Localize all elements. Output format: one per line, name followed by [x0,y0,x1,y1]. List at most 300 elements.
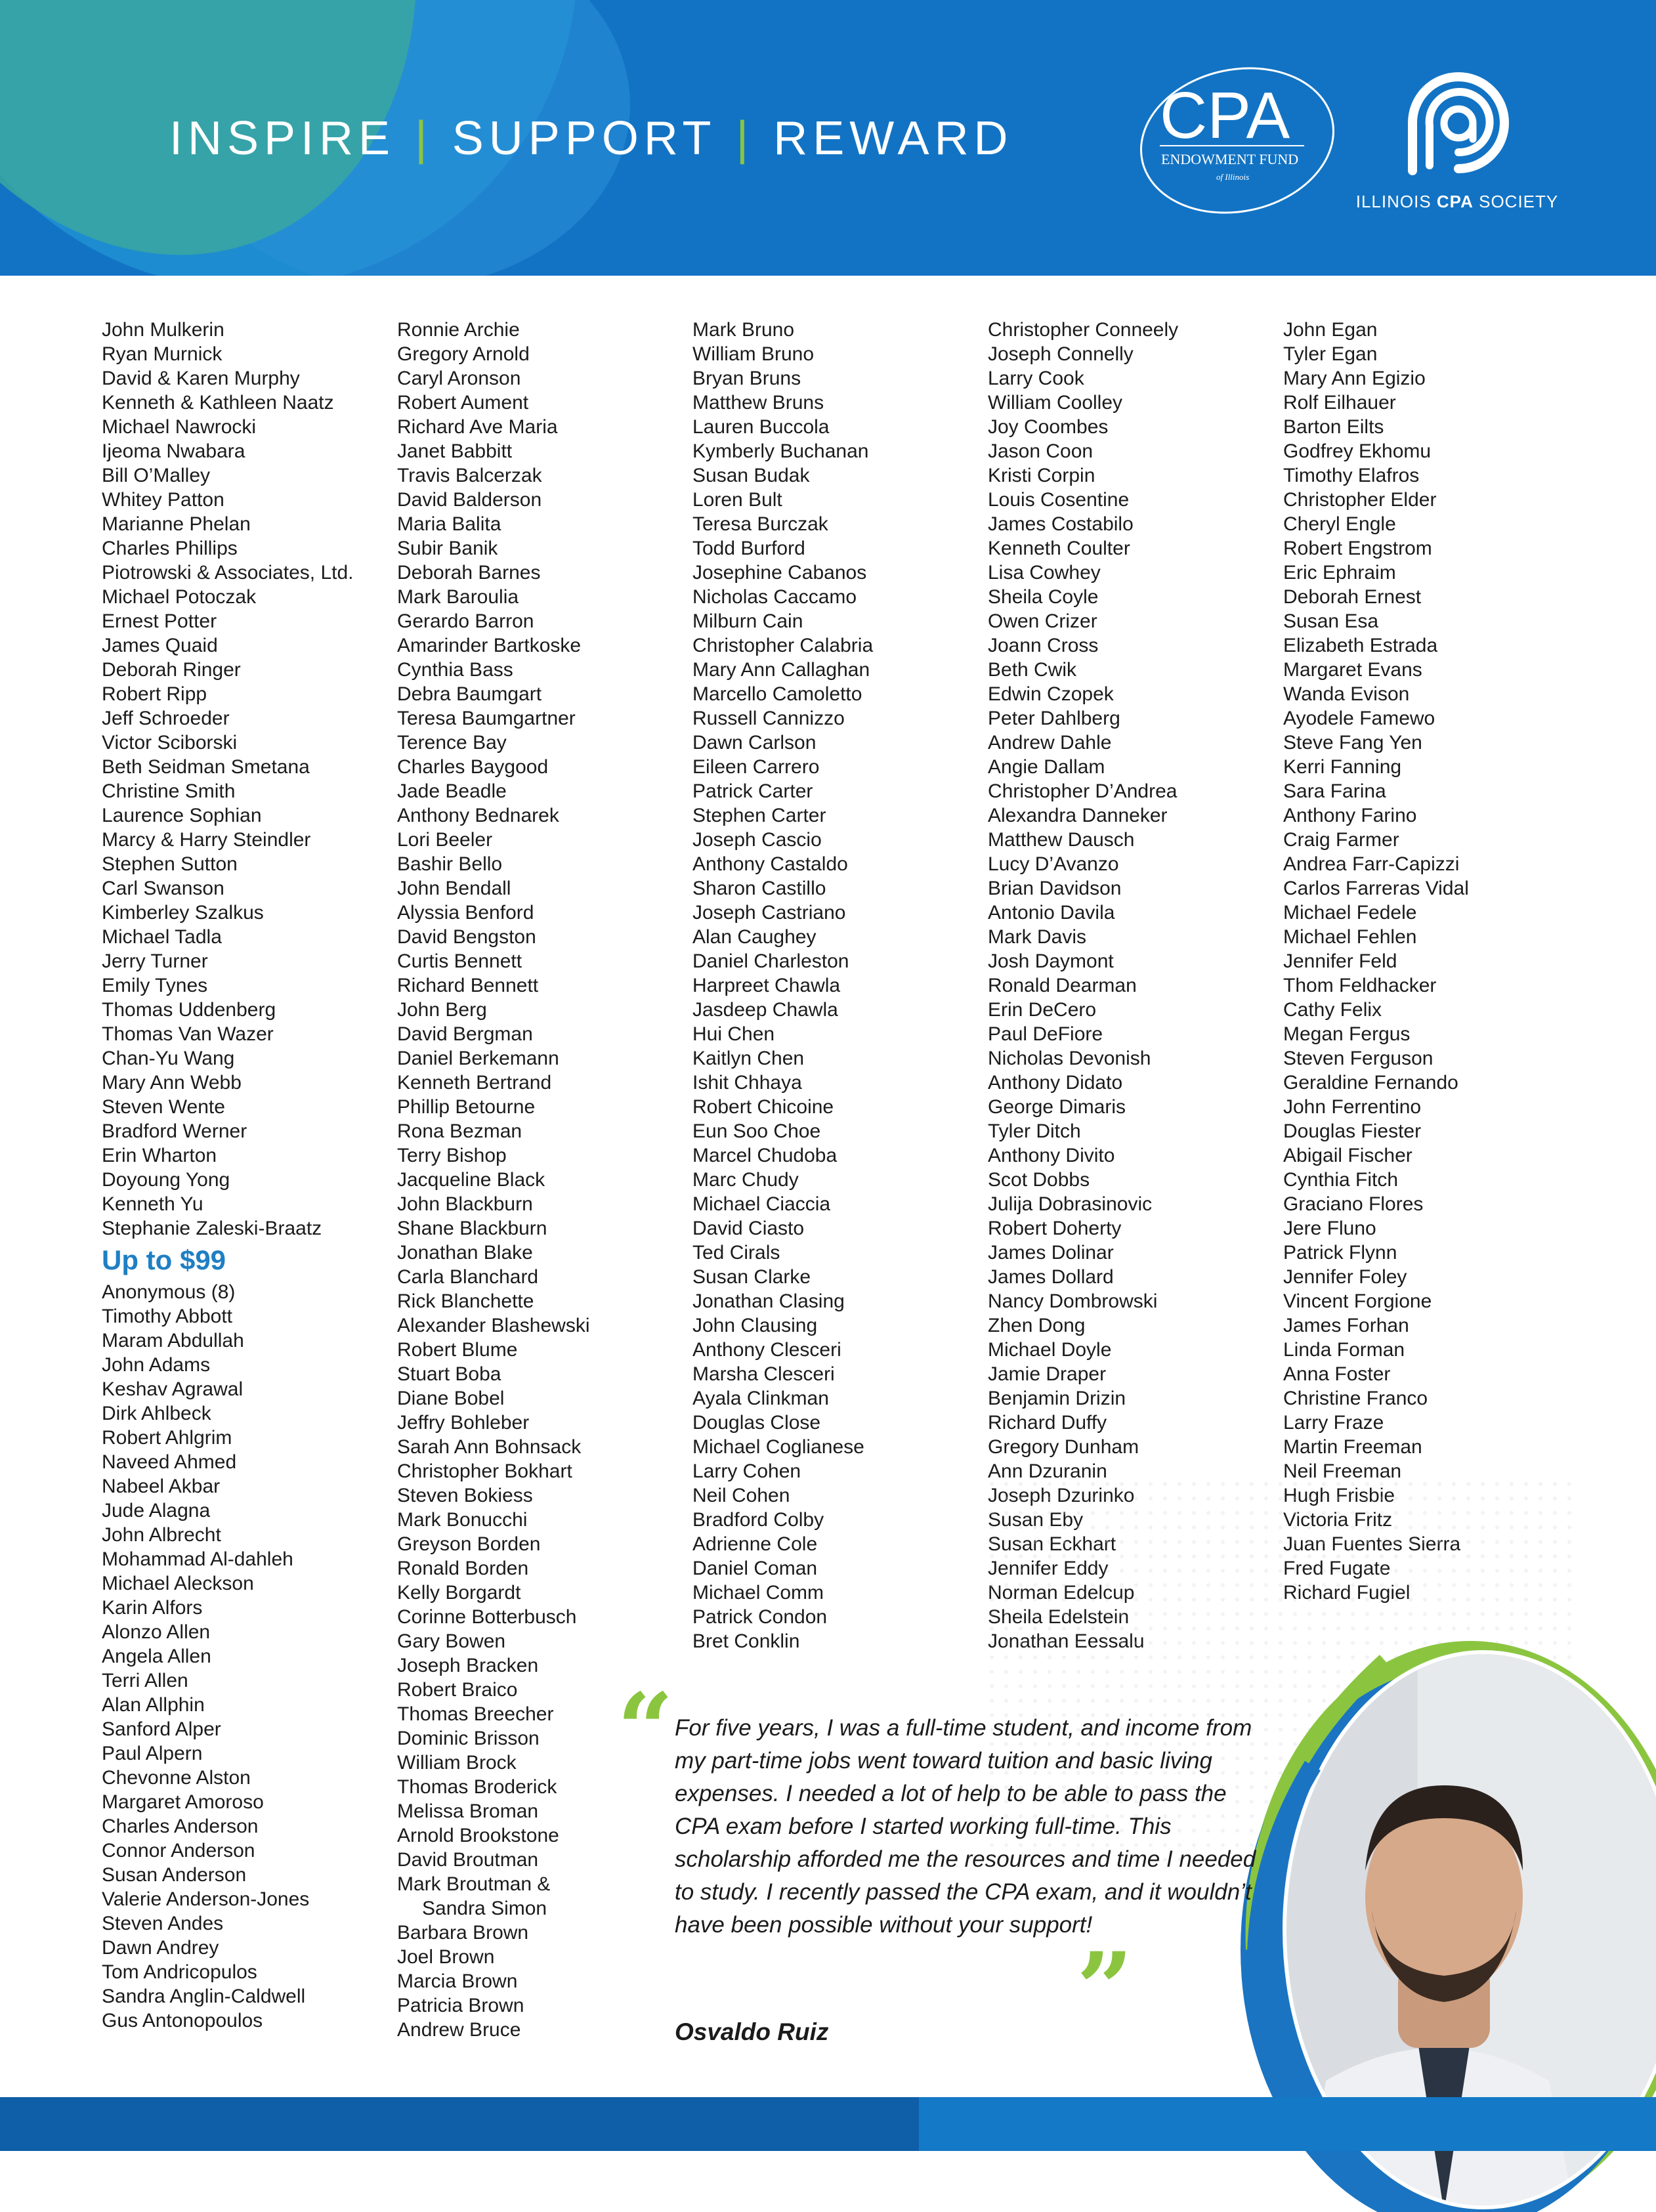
donor-name: Cynthia Bass [397,659,513,681]
donor-name: Thomas Breecher [397,1703,554,1725]
donor-name: Owen Crizer [988,610,1097,632]
donor-name: Mary Ann Callaghan [692,659,870,681]
donor-name: Sandra Simon [422,1898,547,1919]
donor-name: Maram Abdullah [102,1330,244,1351]
donor-name: Caryl Aronson [397,368,521,389]
donor-name: Ijeoma Nwabara [102,440,245,462]
donor-name: Erin DeCero [988,999,1097,1021]
donor-name: Matthew Dausch [988,829,1135,851]
donor-name: Daniel Berkemann [397,1048,559,1069]
donor-name: Hugh Frisbie [1283,1485,1395,1506]
donor-name: Lauren Buccola [692,416,830,438]
donor-name: James Forhan [1283,1315,1409,1336]
donor-name: Bryan Bruns [692,368,801,389]
donor-name: Alyssia Benford [397,902,534,924]
tagline-support: SUPPORT [452,112,717,165]
donor-name: Ernest Potter [102,610,217,632]
donor-name: Josephine Cabanos [692,562,867,584]
donor-name: Jade Beadle [397,780,507,802]
cpa-logo-line1: ENDOWMENT FUND [1161,151,1299,167]
donor-name: Mary Ann Webb [102,1072,242,1094]
donor-name: Joseph Castriano [692,902,846,924]
donor-name: Stephen Carter [692,805,826,826]
donor-name: Chan-Yu Wang [102,1048,235,1069]
donor-name: Janet Babbitt [397,440,513,462]
donor-name: Douglas Close [692,1412,821,1434]
donor-name: Gary Bowen [397,1630,506,1652]
donor-name: Matthew Bruns [692,392,824,414]
donor-name: David Broutman [397,1849,539,1871]
donor-name: Jerry Turner [102,950,208,972]
donor-name: Michael Comm [692,1582,824,1604]
donor-name: Timothy Abbott [102,1306,232,1327]
donor-name: William Coolley [988,392,1123,414]
donor-name: Mary Ann Egizio [1283,368,1426,389]
donor-name: Anthony Didato [988,1072,1123,1094]
tagline [169,112,1013,165]
donor-name: Shane Blackburn [397,1218,547,1239]
donor-name: Kenneth Bertrand [397,1072,552,1094]
donor-name: Cheryl Engle [1283,513,1396,535]
donor-name: Cathy Felix [1283,999,1382,1021]
donor-name: Ronnie Archie [397,319,520,341]
tagline-divider: | [736,112,754,165]
donor-name: Mohammad Al-dahleh [102,1548,293,1570]
donor-name: Richard Fugiel [1283,1582,1411,1604]
donor-name: Victor Sciborski [102,732,238,754]
donor-name: Robert Engstrom [1283,538,1432,559]
donor-name: Keshav Agrawal [102,1378,244,1400]
donor-name: Loren Bult [692,489,782,511]
donor-name: Lucy D’Avanzo [988,853,1119,875]
ics-text-a: ILLINOIS [1355,192,1437,211]
donor-name: Nancy Dombrowski [988,1290,1158,1312]
donor-name: Anonymous (8) [102,1281,236,1303]
donor-name: Sarah Ann Bohnsack [397,1436,582,1458]
donor-name: Steven Bokiess [397,1485,533,1506]
donor-name: Jude Alagna [102,1500,211,1521]
donor-name: Russell Cannizzo [692,708,845,729]
donor-name: Tyler Egan [1283,343,1378,365]
testimonial-quote: For five years, I was a full-time student, and income from my part-time jobs went toward tuition and basic living expenses. I needed a lot of help to be able to pass the CPA exam before I started working full-time. This scholarship afforded me the resources and time I needed to study. I recently passed the CPA exam, and it wouldn’t have been possible without your support! [675,1715,1256,1938]
donor-name: Marcy & Harry Steindler [102,829,311,851]
donor-name: Richard Ave Maria [397,416,558,438]
donor-name: Christopher Elder [1283,489,1437,511]
donor-name: Fred Fugate [1283,1558,1391,1579]
donor-name: James Costabilo [988,513,1134,535]
donor-name: Hui Chen [692,1023,775,1045]
donor-name: Alonzo Allen [102,1621,211,1643]
donor-name: Sheila Coyle [988,586,1099,608]
donor-name: Jeffry Bohleber [397,1412,530,1434]
donor-name: Dawn Carlson [692,732,817,754]
donor-name: Stuart Boba [397,1363,501,1385]
donor-name: Alexandra Danneker [988,805,1168,826]
donor-name: Teresa Baumgartner [397,708,576,729]
donor-name: Anthony Bednarek [397,805,559,826]
donor-name: Marcia Brown [397,1970,518,1992]
tagline-divider: | [415,112,433,165]
donor-name: Charles Phillips [102,538,238,559]
donor-name: Andrew Bruce [397,2019,521,2041]
donor-name: Benjamin Drizin [988,1388,1126,1409]
donor-name: Sheila Edelstein [988,1606,1130,1628]
donor-name: Terence Bay [397,732,507,754]
donor-name: Deborah Ernest [1283,586,1422,608]
donor-name: Marcel Chudoba [692,1145,838,1166]
donor-name: Joseph Connelly [988,343,1134,365]
donor-name: Deborah Ringer [102,659,241,681]
donor-name: Godfrey Ekhomu [1283,440,1432,462]
donor-name: Mark Davis [988,926,1087,948]
donor-name: Bradford Werner [102,1120,247,1142]
donor-name: Amarinder Bartkoske [397,635,582,656]
ics-text-b: CPA [1436,192,1474,211]
donor-name: Edwin Czopek [988,683,1114,705]
tagline-inspire: INSPIRE [169,112,396,165]
donor-name: Christine Franco [1283,1388,1428,1409]
donor-name: Linda Forman [1283,1339,1405,1361]
donor-name: Jacqueline Black [397,1169,545,1191]
donor-name: Andrew Dahle [988,732,1112,754]
donor-name: Susan Budak [692,465,810,486]
donor-name: Robert Doherty [988,1218,1122,1239]
donor-name: Valerie Anderson-Jones [102,1888,310,1910]
donor-name: Kymberly Buchanan [692,440,869,462]
donor-name: Susan Anderson [102,1864,247,1886]
donor-name: John Ferrentino [1283,1096,1422,1118]
donor-name: Gerardo Barron [397,610,534,632]
donor-name: Dirk Ahlbeck [102,1403,211,1424]
donor-column-1 [102,318,391,2033]
donor-name: Arnold Brookstone [397,1825,559,1846]
donor-name: Mark Broutman & [397,1873,551,1895]
donor-name: Michael Ciaccia [692,1193,831,1215]
donor-name: Eun Soo Choe [692,1120,821,1142]
donor-name: Lori Beeler [397,829,493,851]
donor-name: Daniel Coman [692,1558,818,1579]
donor-name: Jamie Draper [988,1363,1107,1385]
donor-name: Corinne Botterbusch [397,1606,577,1628]
donor-name: Megan Fergus [1283,1023,1411,1045]
close-quote-icon: ” [1076,1931,1134,2047]
donor-name: Travis Balcerzak [397,465,542,486]
donor-name: Richard Bennett [397,975,539,996]
donor-name: Teresa Burczak [692,513,828,535]
illinois-cpa-society-logo [1352,60,1562,218]
donor-name: Robert Blume [397,1339,518,1361]
donor-name: Barton Eilts [1283,416,1384,438]
donor-name: James Dollard [988,1266,1114,1288]
donor-name: Patrick Carter [692,780,813,802]
donor-name: Naveed Ahmed [102,1451,237,1473]
donor-name: Tyler Ditch [988,1120,1081,1142]
donor-name: Geraldine Fernando [1283,1072,1458,1094]
cpa-endowment-fund-logo [1132,60,1337,218]
donor-name: Jennifer Foley [1283,1266,1407,1288]
donor-name: Emily Tynes [102,975,208,996]
donor-name: Jasdeep Chawla [692,999,838,1021]
donor-name: Vincent Forgione [1283,1290,1432,1312]
donor-name: John Clausing [692,1315,818,1336]
donor-name: Josh Daymont [988,950,1114,972]
donor-name: Joseph Cascio [692,829,822,851]
donor-name: Marcello Camoletto [692,683,862,705]
donor-name: Kenneth Yu [102,1193,203,1215]
donor-name: Anthony Clesceri [692,1339,841,1361]
donor-name: David Ciasto [692,1218,805,1239]
cpa-society-mark-icon [1352,60,1562,185]
donor-name: Michael Nawrocki [102,416,257,438]
donor-name: Richard Duffy [988,1412,1107,1434]
donor-name: Charles Baygood [397,756,549,778]
donor-name: John Mulkerin [102,319,224,341]
donor-name: Dominic Brisson [397,1728,540,1749]
donor-name: Patricia Brown [397,1995,524,2016]
donor-name: Barbara Brown [397,1922,529,1944]
donor-name: Todd Burford [692,538,805,559]
donor-name: Kerri Fanning [1283,756,1402,778]
donor-name: Adrienne Cole [692,1533,818,1555]
donor-name: Marsha Clesceri [692,1363,835,1385]
donor-name: Jennifer Eddy [988,1558,1109,1579]
donor-name: Kelly Borgardt [397,1582,521,1604]
tagline-reward: REWARD [773,112,1013,165]
donor-name: Deborah Barnes [397,562,541,584]
donor-name: Charles Anderson [102,1816,259,1837]
donor-name: Anthony Farino [1283,805,1417,826]
donor-name: Patrick Condon [692,1606,828,1628]
donor-name: Larry Fraze [1283,1412,1384,1434]
donor-name: Christopher Conneely [988,319,1179,341]
header-banner [0,0,1656,276]
donor-name: Christopher Bokhart [397,1460,572,1482]
donor-name: Karin Alfors [102,1597,203,1619]
donor-name: Sanford Alper [102,1718,221,1740]
donor-name: Kenneth & Kathleen Naatz [102,392,334,414]
donor-name: Melissa Broman [397,1800,539,1822]
donor-name: David Bengston [397,926,536,948]
donor-name: Alan Allphin [102,1694,205,1716]
donor-name: Thomas Van Wazer [102,1023,274,1045]
donor-name: Jonathan Blake [397,1242,533,1264]
donor-name: Stephanie Zaleski-Braatz [102,1218,322,1239]
donor-name: Harpreet Chawla [692,975,841,996]
donor-name: Kenneth Coulter [988,538,1130,559]
donor-name: Mark Bruno [692,319,795,341]
donor-name: Thomas Uddenberg [102,999,276,1021]
donor-name: Michael Tadla [102,926,222,948]
donor-name: Jonathan Clasing [692,1290,845,1312]
donor-name: Angela Allen [102,1646,211,1667]
donor-name: Kaitlyn Chen [692,1048,805,1069]
donor-name: Diane Bobel [397,1388,505,1409]
donor-name: Susan Clarke [692,1266,811,1288]
donor-name: Larry Cohen [692,1460,801,1482]
donor-name: Laurence Sophian [102,805,262,826]
donor-name: Eileen Carrero [692,756,820,778]
donor-name: Norman Edelcup [988,1582,1135,1604]
donor-name: Bashir Bello [397,853,503,875]
donor-name: Susan Esa [1283,610,1379,632]
donor-name: Brian Davidson [988,878,1122,899]
donor-name: Phillip Betourne [397,1096,536,1118]
donor-name: Jonathan Eessalu [988,1630,1145,1652]
donor-name: Terri Allen [102,1670,188,1691]
donor-name: Michael Fehlen [1283,926,1417,948]
donor-name: Ann Dzuranin [988,1460,1107,1482]
donor-name: David Bergman [397,1023,533,1045]
donor-name: Peter Dahlberg [988,708,1120,729]
donor-name: Thomas Broderick [397,1776,557,1798]
donor-name: Kimberley Szalkus [102,902,264,924]
donor-name: Steven Ferguson [1283,1048,1433,1069]
donor-name: Ryan Murnick [102,343,223,365]
donor-name: Martin Freeman [1283,1436,1422,1458]
donor-name: Kristi Corpin [988,465,1095,486]
section-title-up-to-99: Up to $99 [102,1244,226,1275]
donor-column-4 [988,318,1277,1653]
donor-name: Nicholas Caccamo [692,586,857,608]
donor-name: Christopher Calabria [692,635,874,656]
donor-column-5 [1283,318,1572,1605]
donor-name: Joel Brown [397,1946,495,1968]
donor-name: Rolf Eilhauer [1283,392,1396,414]
donor-name: Susan Eby [988,1509,1084,1531]
cpa-logo-line2: of Illinois [1216,172,1250,182]
donor-name: Margaret Amoroso [102,1791,264,1813]
donor-name: Graciano Flores [1283,1193,1424,1215]
donor-name: Joseph Dzurinko [988,1485,1135,1506]
donor-name: Ishit Chhaya [692,1072,802,1094]
donor-name: Stephen Sutton [102,853,238,875]
donor-column-3 [692,318,981,1653]
donor-name: Carlos Farreras Vidal [1283,878,1469,899]
donor-name: Marc Chudy [692,1169,799,1191]
donor-name: Angie Dallam [988,756,1105,778]
donor-name: Susan Eckhart [988,1533,1116,1555]
donor-name: Margaret Evans [1283,659,1422,681]
donor-name: Abigail Fischer [1283,1145,1412,1166]
donor-name: Rona Bezman [397,1120,522,1142]
donor-name: Andrea Farr-Capizzi [1283,853,1460,875]
donor-name: John Bendall [397,878,511,899]
donor-name: Sandra Anglin-Caldwell [102,1986,306,2007]
donor-name: Jennifer Feld [1283,950,1397,972]
donor-name: Gregory Dunham [988,1436,1139,1458]
donor-name: Michael Potoczak [102,586,257,608]
donor-name: Michael Coglianese [692,1436,864,1458]
donor-name: David & Karen Murphy [102,368,300,389]
donor-name: Antonio Davila [988,902,1115,924]
donor-name: Terry Bishop [397,1145,507,1166]
donor-name: Thom Feldhacker [1283,975,1437,996]
donor-name: Douglas Fiester [1283,1120,1422,1142]
donor-name: Robert Ripp [102,683,207,705]
donor-name: Alan Caughey [692,926,817,948]
donor-name: Sharon Castillo [692,878,826,899]
donor-name: Gus Antonopoulos [102,2010,263,2031]
donor-name: Paul Alpern [102,1743,203,1764]
donor-name: Neil Freeman [1283,1460,1402,1482]
donor-name: Robert Ahlgrim [102,1427,232,1449]
donor-name: Carla Blanchard [397,1266,539,1288]
open-quote-icon: “ [617,1672,674,1787]
donor-name: Ayala Clinkman [692,1388,829,1409]
donor-name: Jeff Schroeder [102,708,230,729]
donor-name: Maria Balita [397,513,501,535]
donor-name: Joy Coombes [988,416,1109,438]
donor-name: Craig Farmer [1283,829,1399,851]
donor-name: Joann Cross [988,635,1099,656]
donor-name: Patrick Flynn [1283,1242,1397,1264]
donor-name: Lisa Cowhey [988,562,1101,584]
donor-name: Ayodele Famewo [1283,708,1435,729]
donor-name: Timothy Elafros [1283,465,1420,486]
donor-name: Michael Aleckson [102,1573,254,1594]
donor-name: John Blackburn [397,1193,533,1215]
donor-name: Neil Cohen [692,1485,790,1506]
donor-name: Gregory Arnold [397,343,530,365]
donor-name: Steven Wente [102,1096,225,1118]
donor-name: Zhen Dong [988,1315,1086,1336]
donor-name: James Dolinar [988,1242,1114,1264]
donor-name: Rick Blanchette [397,1290,534,1312]
donor-name: Nabeel Akbar [102,1476,221,1497]
footer-bar [0,2097,1656,2151]
donor-name: Nicholas Devonish [988,1048,1151,1069]
donor-name: Jere Fluno [1283,1218,1376,1239]
donor-name: Bradford Colby [692,1509,824,1531]
donor-name: Milburn Cain [692,610,803,632]
donor-name: William Bruno [692,343,815,365]
donor-name: Mark Baroulia [397,586,519,608]
ics-text-c: SOCIETY [1473,192,1559,211]
donor-name: Erin Wharton [102,1145,217,1166]
donor-name: Paul DeFiore [988,1023,1103,1045]
donor-name: Christine Smith [102,780,236,802]
donor-name: Carl Swanson [102,878,224,899]
donor-name: Jason Coon [988,440,1093,462]
cpa-logo-main: CPA [1160,79,1290,152]
donor-name: Michael Fedele [1283,902,1417,924]
donor-name: Curtis Bennett [397,950,522,972]
donor-name: Beth Seidman Smetana [102,756,310,778]
donor-name: Steven Andes [102,1913,224,1934]
donor-name: John Adams [102,1354,211,1376]
donor-name: Bret Conklin [692,1630,800,1652]
donor-name: Joseph Bracken [397,1655,539,1676]
donor-name: John Berg [397,999,487,1021]
donor-name: Beth Cwik [988,659,1077,681]
donor-name: Mark Bonucchi [397,1509,528,1531]
donor-name: James Quaid [102,635,218,656]
donor-name: Scot Dobbs [988,1169,1090,1191]
donor-name: Julija Dobrasinovic [988,1193,1153,1215]
donor-name: David Balderson [397,489,542,511]
donor-name: Robert Braico [397,1679,518,1701]
donor-name: Louis Cosentine [988,489,1130,511]
donor-name: Anna Foster [1283,1363,1391,1385]
donor-name: Victoria Fritz [1283,1509,1393,1531]
donor-name: Juan Fuentes Sierra [1283,1533,1461,1555]
donor-name: Doyoung Yong [102,1169,230,1191]
donor-name: Dawn Andrey [102,1937,219,1959]
donor-name: Robert Chicoine [692,1096,834,1118]
donor-name: Marianne Phelan [102,513,251,535]
donor-name: Ronald Borden [397,1558,529,1579]
donor-name: Christopher D’Andrea [988,780,1178,802]
